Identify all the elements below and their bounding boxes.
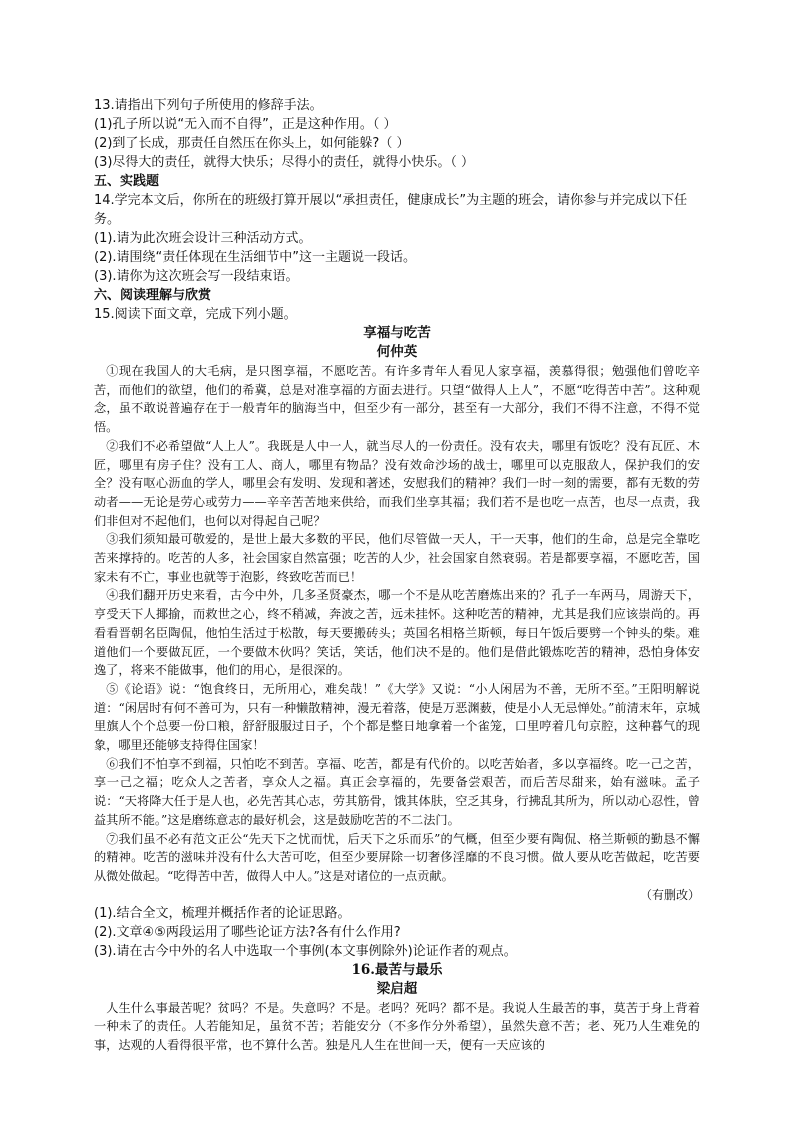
document-page xyxy=(94,96,700,1055)
question-14 xyxy=(94,191,700,286)
q16-body xyxy=(94,999,700,1055)
question-15 xyxy=(94,305,700,961)
section-5-heading: 五、实践题 xyxy=(94,174,160,189)
q14-item-3: (3).请你为这次班会写一段结束语。 xyxy=(94,269,299,284)
q14-stem: 14.学完本文后，你所在的班级打算开展以“承担责任，健康成长”为主题的班会，请你参与并完成以下任务。 xyxy=(94,193,688,227)
essay-paragraph-5: ⑤《论语》说：“饱食终日，无所用心，难矣哉！”《大学》又说：“小人闲居为不善，无所不至。”王阳明解说道：“闲居时有何不善可为，只有一种懒散精神，漫无着落，使是万恶渊薮，使是小人无忌惮处。”前清末年，京城里旗人个个总要一份口粮，舒舒服服过日子，个个都是整日地拿着一个雀笼，口里哼着几句京腔，这种暮气的现象，哪里还能够支持得住国家！ xyxy=(94,681,700,753)
q13-item-1: (1)孔子所以说“无入而不自得”，正是这种作用。（ ） xyxy=(94,117,397,132)
q16-author: 梁启超 xyxy=(376,980,418,997)
essay-paragraph-2: ②我们不必希望做“人上人”。我既是人中一人，就当尽人的一份责任。没有农夫，哪里有饭吃？没有瓦匠、木匠，哪里有房子住？没有工人、商人，哪里有物品？没有效命沙场的战士，哪里可以克服敌人，保护我们的安全？没有呕心沥血的学人，哪里会有发明、发现和著述，安慰我们的精神？我们一时一刻的需要，都有无数的劳动者——无论是劳心或劳力——辛辛苦苦地来供给，而我们坐享其福；我们若不是也吃一点苦，也尽一点责，我们非但对不起他们，也何以对得起自己呢？ xyxy=(94,438,700,528)
essay-paragraph-7: ⑦我们虽不必有范文正公“先天下之忧而忧，后天下之乐而乐”的气概，但至少要有陶侃、格兰斯顿的勤恳不懈的精神。吃苦的滋味并没有什么大苦可吃，但至少要屏除一切奢侈淫靡的不良习惯。做人要从吃苦做起，吃苦要从微处做起。“吃得苦中苦，做得人中人。”这是对诸位的一点贡献。 xyxy=(94,831,700,883)
essay-paragraph-1: ①现在我国人的大毛病，是只图享福，不愿吃苦。有许多青年人看见人家享福，羡慕得很；勉强他们曾吃辛苦，而他们的欲望，他们的希冀，总是对准享福的方面去进行。只望“做得人上人”，不愿“吃得苦中苦”。这种观念，虽不敢说普遍存在于一般青年的脑海当中，但至少有一部分，甚至有一大部分，我们不得不注意，不得不觉悟。 xyxy=(94,364,700,435)
essay-title: 享福与吃苦 xyxy=(363,325,431,341)
q14-item-2: (2).请围绕“责任体现在生活细节中”这一主题说一段话。 xyxy=(94,250,417,265)
question-16 xyxy=(94,961,700,1055)
q13-item-3: (3)尽得大的责任，就得大快乐；尽得小的责任，就得小快乐。（ ） xyxy=(94,155,475,170)
q13-stem: 13.请指出下列句子所使用的修辞手法。 xyxy=(94,98,323,113)
q14-item-1: (1).请为此次班会设计三种活动方式。 xyxy=(94,231,312,246)
question-13 xyxy=(94,96,700,172)
q15-stem: 15.阅读下面文章，完成下列小题。 xyxy=(94,307,297,322)
q15-item-3: (3).请在古今中外的名人中选取一个事例(本文事例除外)论证作者的观点。 xyxy=(94,943,517,959)
essay-paragraph-3: ③我们须知最可敬爱的，是世上最大多数的平民，他们尽管做一天人，干一天事，他们的生命，总是完全靠吃苦来撑持的。吃苦的人多，社会国家自然富强；吃苦的人少，社会国家自然衰弱。若是都要享福，不愿吃苦，国家未有不亡，事业也就等于泡影，终致吃苦而已！ xyxy=(94,532,700,584)
edit-note: （有删改） xyxy=(639,887,700,902)
essay-paragraph-4: ④我们翻开历史来看，古今中外，几多圣贤豪杰，哪一个不是从吃苦磨炼出来的？孔子一车两马，周游天下，亨受天下人揶揄，而救世之心，终不稍减，奔波之苦，远未挂怀。这种吃苦的精神，尤其是我们应该崇尚的。再看看晋朝名臣陶侃，他怕生活过于松散，每天要搬砖头；英国名相格兰斯顿，每日午饭后要劈一个钟头的柴。难道他们一个要做瓦匠，一个要做木伙吗？笑话，笑话，他们决不是的。他们是借此锻炼吃苦的精神，恐怕身体安逸了，将来不能做事，他们的用心，是很深的。 xyxy=(94,588,700,678)
essay-author: 何仲英 xyxy=(376,344,418,360)
q16-paragraph: 人生什么事最苦呢？贫吗？不是。失意吗？不是。老吗？死吗？都不是。我说人生最苦的事，莫苦于身上背着一种未了的责任。人若能知足，虽贫不苦；若能安分（不多作分外希望），虽然失意不苦；老、死乃人生难免的事，达观的人看得很平常，也不算什么苦。独是凡人生在世间一天，便有一天应该的 xyxy=(94,1000,700,1053)
essay-paragraph-6: ⑥我们不怕享不到福，只怕吃不到苦。享福、吃苦，都是有代价的。以吃苦始者，多以享福终。吃一己之苦，享一己之福；吃众人之苦者，享众人之福。真正会享福的，先要备尝艰苦，而后苦尽甜来，始有滋味。孟子说：“天将降大任于是人也，必先苦其心志，劳其筋骨，饿其体肤，空乏其身，行拂乱其所为，所以动心忍性，曾益其所不能。”这是磨练意志的最好机会，这是鼓励吃苦的不二法门。 xyxy=(94,756,700,827)
q15-item-1: (1).结合全文，梳理并概括作者的论证思路。 xyxy=(94,905,351,921)
q15-item-2: (2).文章④⑤两段运用了哪些论证方法?各有什么作用? xyxy=(94,924,401,940)
q13-item-2: (2)到了长成，那责任自然压在你头上，如何能躲?（ ） xyxy=(94,136,410,151)
essay-body xyxy=(94,362,700,886)
q16-title: 16.最苦与最乐 xyxy=(351,961,443,978)
section-6-heading: 六、阅读理解与欣赏 xyxy=(94,288,212,303)
